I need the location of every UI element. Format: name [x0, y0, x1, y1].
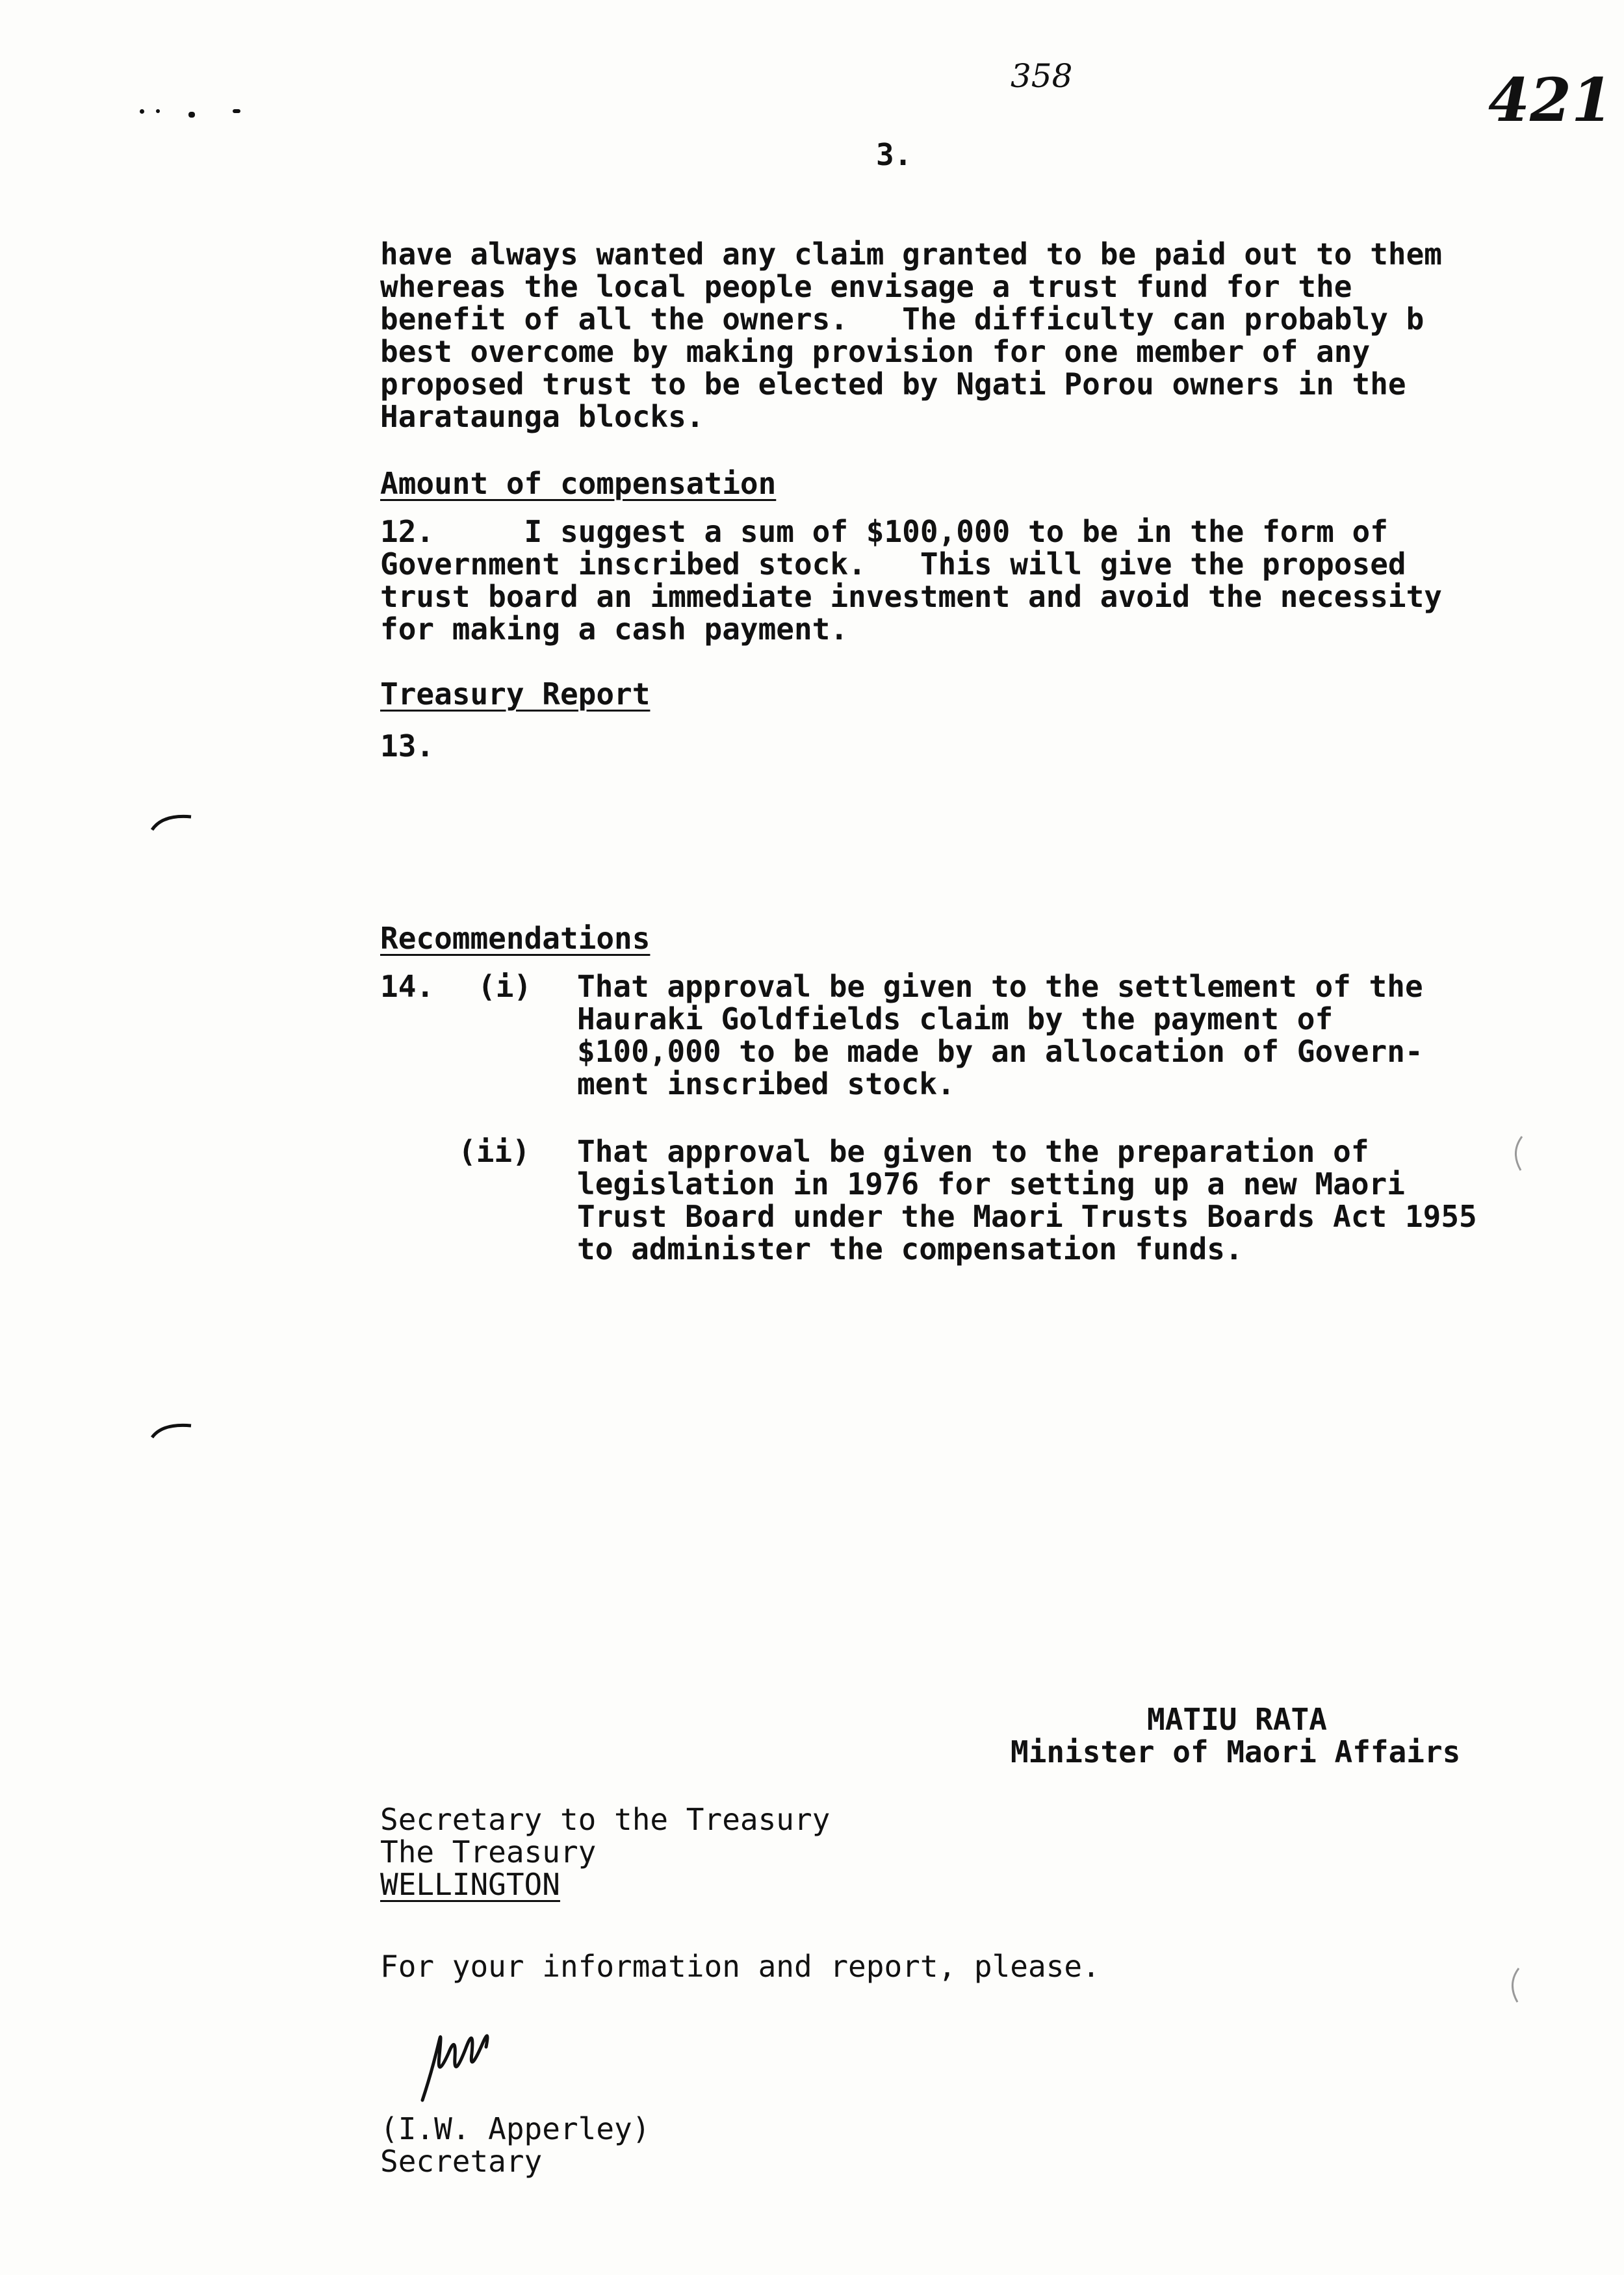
treasury-number: 13. [380, 728, 435, 764]
signatory-title: Minister of Maori Affairs [1011, 1734, 1461, 1769]
text-line: to administer the compensation funds. [577, 1231, 1243, 1266]
signatory-name: MATIU RATA [1147, 1702, 1327, 1737]
recommendation-label: (ii) [458, 1134, 530, 1169]
margin-mark [149, 809, 195, 835]
signature [409, 2014, 507, 2105]
text-line: That approval be given to the preparation of [577, 1134, 1369, 1169]
text-line: benefit of all the owners. The difficulty can probably b [380, 302, 1424, 337]
scan-speck [188, 112, 195, 118]
text-line: have always wanted any claim granted to be paid out to them [380, 237, 1442, 272]
text-line: 12. I suggest a sum of $100,000 to be in the form of [380, 514, 1388, 549]
text-line: Trust Board under the Maori Trusts Boards Act 1955 [577, 1199, 1477, 1234]
text-line: best overcome by making provision for one member of any [380, 334, 1371, 369]
text-line: trust board an immediate investment and avoid the necessity [380, 579, 1442, 614]
handwritten-folio-number: 421 [1488, 65, 1614, 135]
secretary-title: Secretary [380, 2144, 543, 2179]
text-line: legislation in 1976 for setting up a new Maori [577, 1166, 1405, 1202]
text-line: $100,000 to be made by an allocation of Govern- [577, 1034, 1423, 1069]
treasury-heading: Treasury Report [380, 676, 651, 712]
text-line: Harataunga blocks. [380, 399, 704, 434]
page-number: 3. [876, 137, 912, 172]
addressee-line: Secretary to the Treasury [380, 1802, 831, 1837]
text-line: That approval be given to the settlement of the [577, 969, 1423, 1004]
scan-speck [233, 109, 240, 113]
text-line: Government inscribed stock. This will give the proposed [380, 546, 1406, 582]
text-line: whereas the local people envisage a trust fund for the [380, 269, 1352, 304]
recommendations-number: 14. [380, 969, 435, 1004]
recommendations-heading: Recommendations [380, 921, 651, 956]
margin-mark [1508, 1134, 1527, 1173]
scan-speck [156, 109, 160, 113]
addressee-city: WELLINGTON [380, 1867, 560, 1902]
text-line: for making a cash payment. [380, 611, 849, 647]
margin-mark [149, 1417, 195, 1443]
recommendation-label: (i) [478, 969, 532, 1004]
cover-note: For your information and report, please. [380, 1949, 1100, 1984]
addressee-line: The Treasury [380, 1834, 597, 1870]
scan-speck [140, 109, 144, 114]
secretary-name: (I.W. Apperley) [380, 2111, 651, 2146]
text-line: ment inscribed stock. [577, 1066, 955, 1101]
compensation-heading: Amount of compensation [380, 466, 777, 501]
text-line: Hauraki Goldfields claim by the payment of [577, 1001, 1334, 1036]
handwritten-page-number: 358 [1011, 57, 1073, 95]
margin-mark [1504, 1966, 1524, 2005]
text-line: proposed trust to be elected by Ngati Porou owners in the [380, 366, 1406, 402]
